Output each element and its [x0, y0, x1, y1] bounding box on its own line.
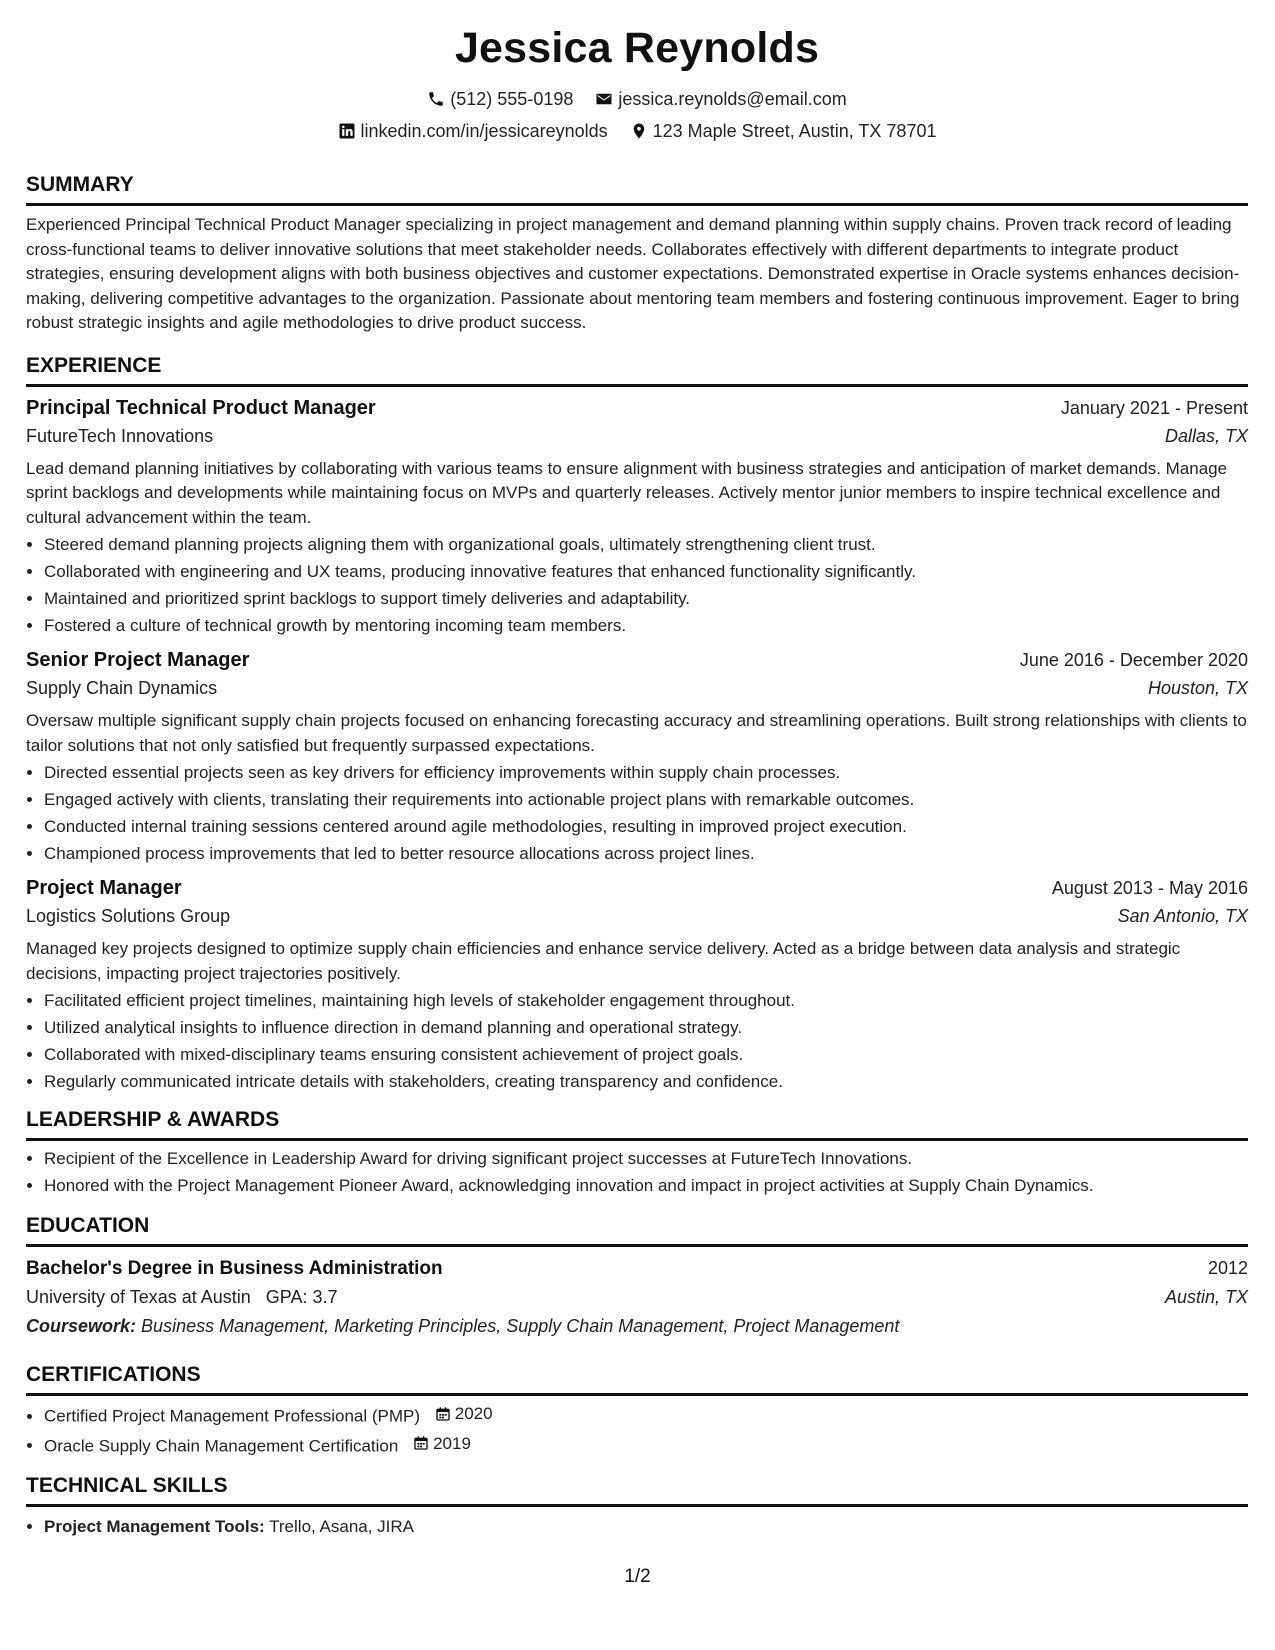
phone-text: (512) 555-0198 [450, 89, 574, 109]
graduation-year: 2012 [1207, 1258, 1248, 1278]
summary-text: Experienced Principal Technical Product Manager specializing in project management and demand planning within supply chains. Proven track record of leading cross-functional teams to deliver innovative solutions that meet stakeholder needs. Collaborates effectively with different departments to integrate product strategies, ensuring development aligns with both business objectives and customer expectations. Demonstrated expertise in Oracle systems enhances decision-making, delivering competitive advantages to the organization. Passionate about mentoring team members and fostering continuous improvement. Eager to bring robust strategic insights and agile methodologies to drive product success. [26, 215, 1240, 332]
gpa: GPA: 3.7 [265, 1287, 338, 1307]
coursework-list: Business Management, Marketing Principles, Supply Chain Management, Project Management [141, 1316, 900, 1336]
job-dates: August 2013 - May 2016 [1051, 878, 1248, 898]
calendar-icon [435, 1406, 451, 1422]
map-pin-icon [630, 122, 648, 140]
bullet-item: • Facilitated efficient project timelines, maintaining high levels of stakeholder engagement throughout. [44, 987, 1248, 1014]
email-text[interactable]: jessica.reynolds@email.com [618, 89, 847, 109]
bullet-item: • Utilized analytical insights to influence direction in demand planning and operational strategy. [44, 1014, 1248, 1041]
job-company: Supply Chain Dynamics [26, 678, 218, 698]
education-heading: EDUCATION [26, 1213, 1248, 1247]
resume-page [26, 22, 1248, 1540]
experience-heading: EXPERIENCE [26, 353, 1248, 387]
envelope-icon [595, 90, 613, 108]
summary-section [26, 172, 1248, 336]
job-entry [26, 395, 1248, 640]
skill-value: Trello, Asana, JIRA [269, 1517, 415, 1536]
job-company: FutureTech Innovations [26, 425, 214, 446]
certifications-section [26, 1362, 1248, 1459]
job-location: Houston, TX [1147, 678, 1248, 698]
award-item: • Recipient of the Excellence in Leadership Award for driving significant project successes at FutureTech Innovations. [44, 1145, 1248, 1172]
bullet-item: • Collaborated with mixed-disciplinary teams ensuring consistent achievement of project goals. [44, 1041, 1248, 1068]
leadership-list [26, 1145, 1248, 1199]
certification-name: Certified Project Management Professional (PMP) [44, 1406, 421, 1426]
job-entry [26, 647, 1248, 867]
contact-line-2 [26, 120, 1248, 142]
job-dates: January 2021 - Present [1060, 397, 1248, 418]
job-role: Principal Technical Product Manager [26, 396, 376, 419]
job-bullets [26, 759, 1248, 867]
candidate-name: Jessica Reynolds [454, 24, 820, 72]
phone-icon [427, 90, 445, 108]
bullet-item: • Maintained and prioritized sprint backlogs to support timely deliveries and adaptability. [44, 585, 1248, 612]
phone-contact [427, 88, 573, 110]
leadership-heading: LEADERSHIP & AWARDS [26, 1107, 1248, 1141]
leadership-section [26, 1107, 1248, 1199]
job-description: Oversaw multiple significant supply chain projects focused on enhancing forecasting accuracy and streamlining operations. Built strong relationships with clients to tailor solutions that not only satisfied but frequently surpassed expectations. [26, 711, 1247, 755]
coursework-label: Coursework: [26, 1316, 137, 1336]
job-dates: June 2016 - December 2020 [1019, 650, 1248, 670]
certifications-heading: CERTIFICATIONS [26, 1362, 1248, 1396]
job-location: San Antonio, TX [1117, 906, 1248, 926]
skills-heading: TECHNICAL SKILLS [26, 1473, 1248, 1507]
job-description: Managed key projects designed to optimize supply chain efficiencies and enhance service delivery. Acted as a bridge between data analysis and strategic decisions, impacting project trajectories positively. [26, 939, 1181, 983]
contact-line-1 [26, 88, 1248, 110]
bullet-item: • Regularly communicated intricate details with stakeholders, creating transparency and confidence. [44, 1068, 1248, 1095]
school-info [26, 1282, 338, 1312]
job-description: Lead demand planning initiatives by collaborating with various teams to ensure alignment with business strategies and anticipation of market demands. Manage sprint backlogs and developments while maintaining focus on MVPs and quarterly releases. Actively mentor junior members to inspire technical excellence and cultural advancement within the team. [26, 458, 1228, 527]
bullet-item: • Fostered a culture of technical growth by mentoring incoming team members. [44, 612, 1248, 639]
certification-year: 2020 [454, 1404, 493, 1423]
bullet-item: • Conducted internal training sessions centered around agile methodologies, resulting in improved project execution. [44, 813, 1248, 840]
summary-heading: SUMMARY [26, 172, 1248, 206]
job-role: Project Manager [26, 877, 182, 899]
job-role: Senior Project Manager [26, 649, 250, 671]
certification-year: 2019 [433, 1433, 471, 1453]
job-entry [26, 875, 1248, 1095]
address-contact [630, 120, 937, 142]
bullet-item: • Collaborated with engineering and UX teams, producing innovative features that enhanced functionality significantly. [44, 558, 1248, 585]
award-item: • Honored with the Project Management Pioneer Award, acknowledging innovation and impact in project activities at Supply Chain Dynamics. [44, 1172, 1248, 1199]
job-company: Logistics Solutions Group [26, 906, 231, 926]
certification-item [44, 1400, 1248, 1430]
coursework [26, 1312, 1248, 1340]
email-contact[interactable] [595, 88, 846, 110]
address-text: 123 Maple Street, Austin, TX 78701 [652, 121, 937, 141]
bullet-item: • Steered demand planning projects aligning them with organizational goals, ultimately strengthening client trust. [44, 531, 1248, 558]
calendar-icon [413, 1435, 429, 1451]
bullet-item: • Directed essential projects seen as key drivers for efficiency improvements within supply chain processes. [44, 759, 1248, 786]
skill-item [44, 1513, 1248, 1540]
linkedin-text[interactable]: linkedin.com/in/jessicareynolds [360, 121, 608, 141]
job-bullets [26, 531, 1248, 639]
education-section [26, 1213, 1248, 1340]
linkedin-icon [338, 122, 356, 140]
bullet-item: • Engaged actively with clients, translating their requirements into actionable project plans with remarkable outcomes. [44, 786, 1248, 813]
certification-item [44, 1430, 1248, 1460]
skills-section [26, 1473, 1248, 1540]
school-name: University of Texas at Austin [26, 1287, 251, 1307]
skill-label: Project Management Tools: [44, 1517, 265, 1536]
school-location: Austin, TX [1164, 1287, 1248, 1307]
job-bullets [26, 987, 1248, 1095]
bullet-item: • Championed process improvements that led to better resource allocations across project lines. [44, 840, 1248, 867]
certifications-list [26, 1400, 1248, 1459]
linkedin-contact[interactable] [338, 120, 608, 142]
certification-name: Oracle Supply Chain Management Certification [44, 1436, 399, 1455]
job-location: Dallas, TX [1164, 425, 1248, 446]
page-number: 1/2 [624, 1566, 651, 1587]
experience-section [26, 353, 1248, 1096]
skills-list [26, 1513, 1248, 1540]
degree-title: Bachelor's Degree in Business Administration [26, 1258, 443, 1279]
